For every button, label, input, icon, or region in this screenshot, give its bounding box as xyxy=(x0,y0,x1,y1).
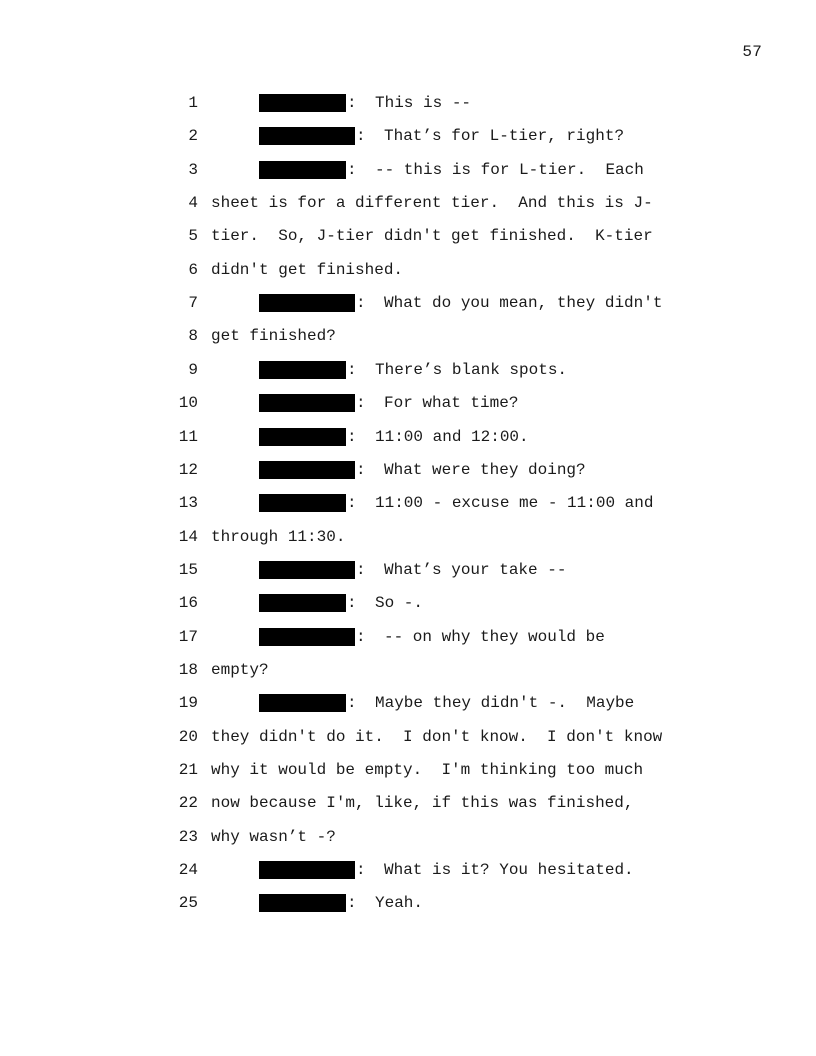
line-number: 5 xyxy=(188,227,198,246)
transcript-line xyxy=(0,727,816,747)
line-number: 14 xyxy=(178,527,198,546)
line-number: 9 xyxy=(188,360,198,379)
speaker-colon: : xyxy=(347,427,357,446)
line-number: 3 xyxy=(188,160,198,179)
transcript-line xyxy=(0,893,816,913)
transcript-line xyxy=(0,460,816,480)
testimony-text: That’s for L-tier, right? xyxy=(384,127,625,146)
testimony-text: Yeah. xyxy=(375,894,424,913)
testimony-text: 11:00 - excuse me - 11:00 and xyxy=(375,494,654,513)
line-number: 1 xyxy=(188,94,198,112)
speaker-colon: : xyxy=(347,94,357,112)
transcript-line xyxy=(0,593,816,613)
transcript-line xyxy=(0,393,816,413)
speaker-name-redaction xyxy=(259,694,346,712)
speaker-name-redaction xyxy=(259,161,346,179)
testimony-text: What’s your take -- xyxy=(384,560,567,579)
transcript-line xyxy=(0,293,816,313)
transcript-line xyxy=(0,160,816,180)
line-number: 20 xyxy=(178,727,198,746)
speaker-colon: : xyxy=(347,894,357,913)
transcript-line xyxy=(0,93,816,113)
speaker-name-redaction xyxy=(259,428,346,446)
speaker-colon: : xyxy=(356,127,366,146)
testimony-continuation-text: sheet is for a different tier. And this is J- xyxy=(211,194,653,213)
speaker-colon: : xyxy=(356,294,366,313)
testimony-continuation-text: didn't get finished. xyxy=(211,260,404,279)
transcript-line xyxy=(0,793,816,813)
testimony-continuation-text: now because I'm, like, if this was finished, xyxy=(211,794,634,813)
transcript-line xyxy=(0,560,816,580)
speaker-colon: : xyxy=(347,160,357,179)
testimony-text: -- this is for L-tier. Each xyxy=(375,160,644,179)
speaker-colon: : xyxy=(356,394,366,413)
speaker-colon: : xyxy=(347,694,357,713)
transcript-line xyxy=(0,360,816,380)
line-number: 24 xyxy=(178,861,198,880)
testimony-text: For what time? xyxy=(384,394,519,413)
speaker-name-redaction xyxy=(259,894,346,912)
line-number: 16 xyxy=(178,594,198,613)
line-number: 4 xyxy=(188,194,198,213)
line-number: 22 xyxy=(178,794,198,813)
transcript-line xyxy=(0,193,816,213)
transcript-line xyxy=(0,660,816,680)
line-number: 13 xyxy=(178,494,198,513)
transcript-line xyxy=(0,627,816,647)
transcript-line xyxy=(0,126,816,146)
speaker-colon: : xyxy=(347,594,357,613)
testimony-continuation-text: why it would be empty. I'm thinking too much xyxy=(211,761,644,779)
line-number: 19 xyxy=(178,694,198,713)
speaker-colon: : xyxy=(356,460,366,479)
page-number: 57 xyxy=(742,43,762,61)
testimony-continuation-text: they didn't do it. I don't know. I don't know xyxy=(211,727,663,746)
line-number: 15 xyxy=(178,560,198,579)
speaker-colon: : xyxy=(347,494,357,513)
transcript-line xyxy=(0,860,816,880)
speaker-colon: : xyxy=(356,861,366,880)
transcript-line xyxy=(0,260,816,280)
speaker-name-redaction xyxy=(259,127,355,145)
line-number: 10 xyxy=(178,394,198,413)
line-number: 12 xyxy=(178,460,198,479)
line-number: 11 xyxy=(178,427,198,446)
transcript-line xyxy=(0,226,816,246)
transcript-line xyxy=(0,427,816,447)
testimony-text: So -. xyxy=(375,594,424,613)
line-number: 21 xyxy=(178,761,198,779)
line-number: 25 xyxy=(178,894,198,913)
speaker-colon: : xyxy=(347,360,357,379)
transcript-line xyxy=(0,493,816,513)
transcript-line xyxy=(0,827,816,847)
testimony-text: What were they doing? xyxy=(384,460,586,479)
transcript-line xyxy=(0,693,816,713)
testimony-text: What do you mean, they didn't xyxy=(384,294,663,313)
line-number: 8 xyxy=(188,327,198,346)
testimony-continuation-text: get finished? xyxy=(211,327,336,346)
testimony-continuation-text: empty? xyxy=(211,660,269,679)
line-number: 23 xyxy=(178,827,198,846)
testimony-continuation-text: why wasn’t -? xyxy=(211,827,336,846)
line-number: 18 xyxy=(178,660,198,679)
speaker-name-redaction xyxy=(259,394,355,412)
testimony-text: 11:00 and 12:00. xyxy=(375,427,529,446)
transcript-line xyxy=(0,760,816,780)
speaker-name-redaction xyxy=(259,94,346,112)
line-number: 6 xyxy=(188,260,198,279)
line-number: 7 xyxy=(188,294,198,313)
speaker-colon: : xyxy=(356,560,366,579)
testimony-continuation-text: through 11:30. xyxy=(211,527,346,546)
testimony-text: This is -- xyxy=(375,94,472,112)
speaker-name-redaction xyxy=(259,861,355,879)
speaker-name-redaction xyxy=(259,461,355,479)
speaker-name-redaction xyxy=(259,294,355,312)
testimony-continuation-text: tier. So, J-tier didn't get finished. K-tier xyxy=(211,227,653,246)
speaker-colon: : xyxy=(356,627,366,646)
speaker-name-redaction xyxy=(259,628,355,646)
speaker-name-redaction xyxy=(259,361,346,379)
testimony-text: Maybe they didn't -. Maybe xyxy=(375,694,635,713)
speaker-name-redaction xyxy=(259,494,346,512)
testimony-text: -- on why they would be xyxy=(384,627,605,646)
transcript-line xyxy=(0,326,816,346)
speaker-name-redaction xyxy=(259,594,346,612)
line-number: 2 xyxy=(188,127,198,146)
transcript-line xyxy=(0,527,816,547)
speaker-name-redaction xyxy=(259,561,355,579)
testimony-text: There’s blank spots. xyxy=(375,360,568,379)
testimony-text: What is it? You hesitated. xyxy=(384,861,634,880)
line-number: 17 xyxy=(178,627,198,646)
